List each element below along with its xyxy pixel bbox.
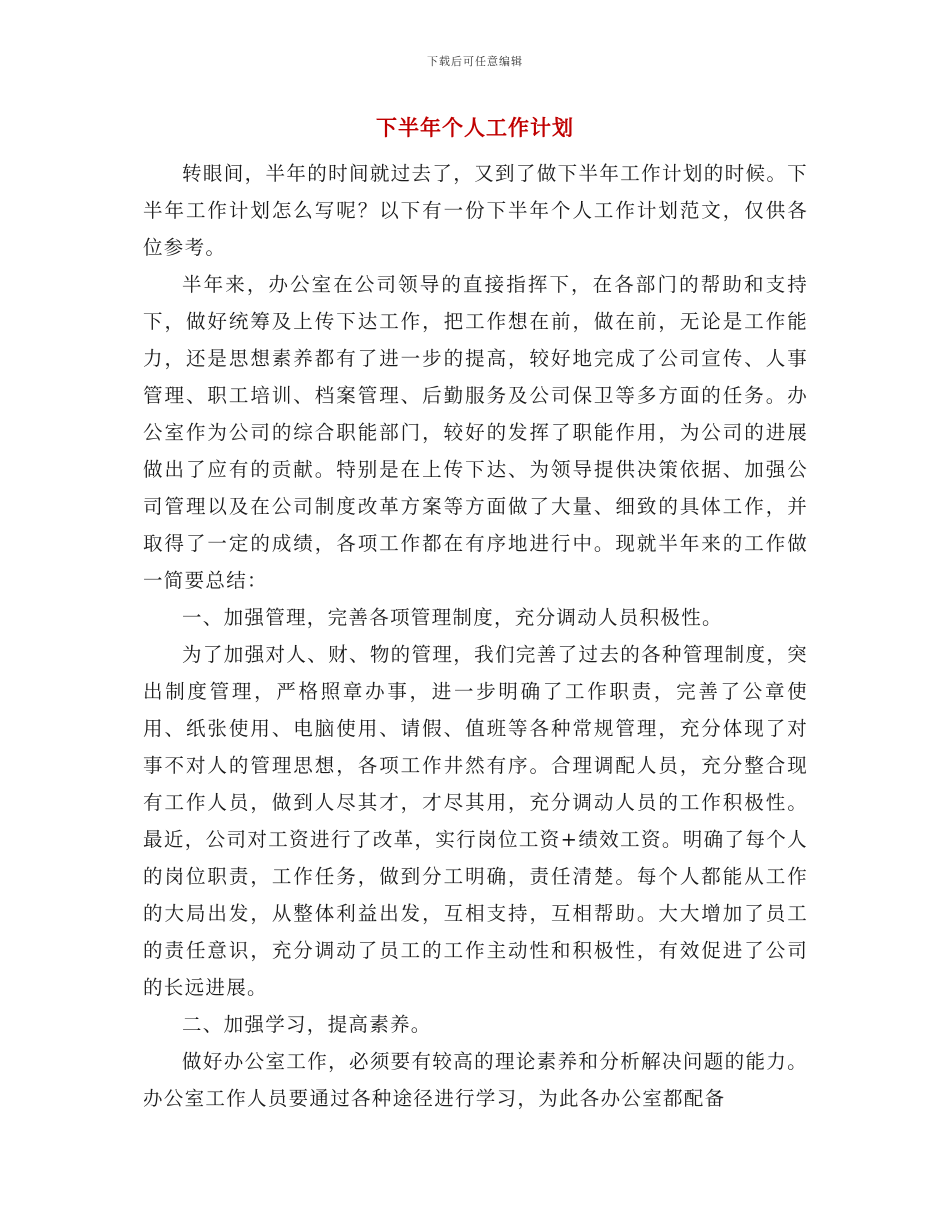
section-heading-1: 一、加强管理，完善各项管理制度，充分调动人员积极性。 — [182, 606, 723, 629]
paragraph-study: 做好办公室工作，必须要有较高的理论素养和分析解决问题的能力。办公室工作人员要通过各种途径进行学习，为此各办公室都配备 — [143, 1050, 808, 1110]
document-body — [143, 155, 808, 1117]
paragraph-intro: 转眼间，半年的时间就过去了，又到了做下半年工作计划的时候。下半年工作计划怎么写呢？以下有一份下半年个人工作计划范文，仅供各位参考。 — [143, 162, 808, 259]
paragraph-summary: 半年来，办公室在公司领导的直接指挥下，在各部门的帮助和支持下，做好统筹及上传下达工作，把工作想在前，做在前，无论是工作能力，还是思想素养都有了进一步的提高，较好地完成了公司宣传、人事管理、职工培训、档案管理、后勤服务及公司保卫等多方面的任务。办公室作为公司的综合职能部门，较好的发挥了职能作用，为公司的进展做出了应有的贡献。特别是在上传下达、为领导提供决策依据、加强公司管理以及在公司制度改革方案等方面做了大量、细致的具体工作，并取得了一定的成绩，各项工作都在有序地进行中。现就半年来的工作做一简要总结： — [143, 273, 808, 592]
document-title: 下半年个人工作计划 — [376, 115, 574, 140]
paragraph-management: 为了加强对人、财、物的管理，我们完善了过去的各种管理制度，突出制度管理，严格照章办事，进一步明确了工作职责，完善了公章使用、纸张使用、电脑使用、请假、值班等各种常规管理，充分体现了对事不对人的管理思想，各项工作井然有序。合理调配人员，充分整合现有工作人员，做到人尽其才，才尽其用，充分调动人员的工作积极性。最近，公司对工资进行了改革，实行岗位工资+绩效工资。明确了每个人的岗位职责，工作任务，做到分工明确，责任清楚。每个人都能从工作的大局出发，从整体利益出发，互相支持，互相帮助。大大增加了员工的责任意识，充分调动了员工的工作主动性和积极性，有效促进了公司的长远进展。 — [143, 643, 808, 999]
header-note: 下载后可任意编辑 — [427, 55, 523, 68]
section-heading-2: 二、加强学习，提高素养。 — [182, 1013, 432, 1036]
